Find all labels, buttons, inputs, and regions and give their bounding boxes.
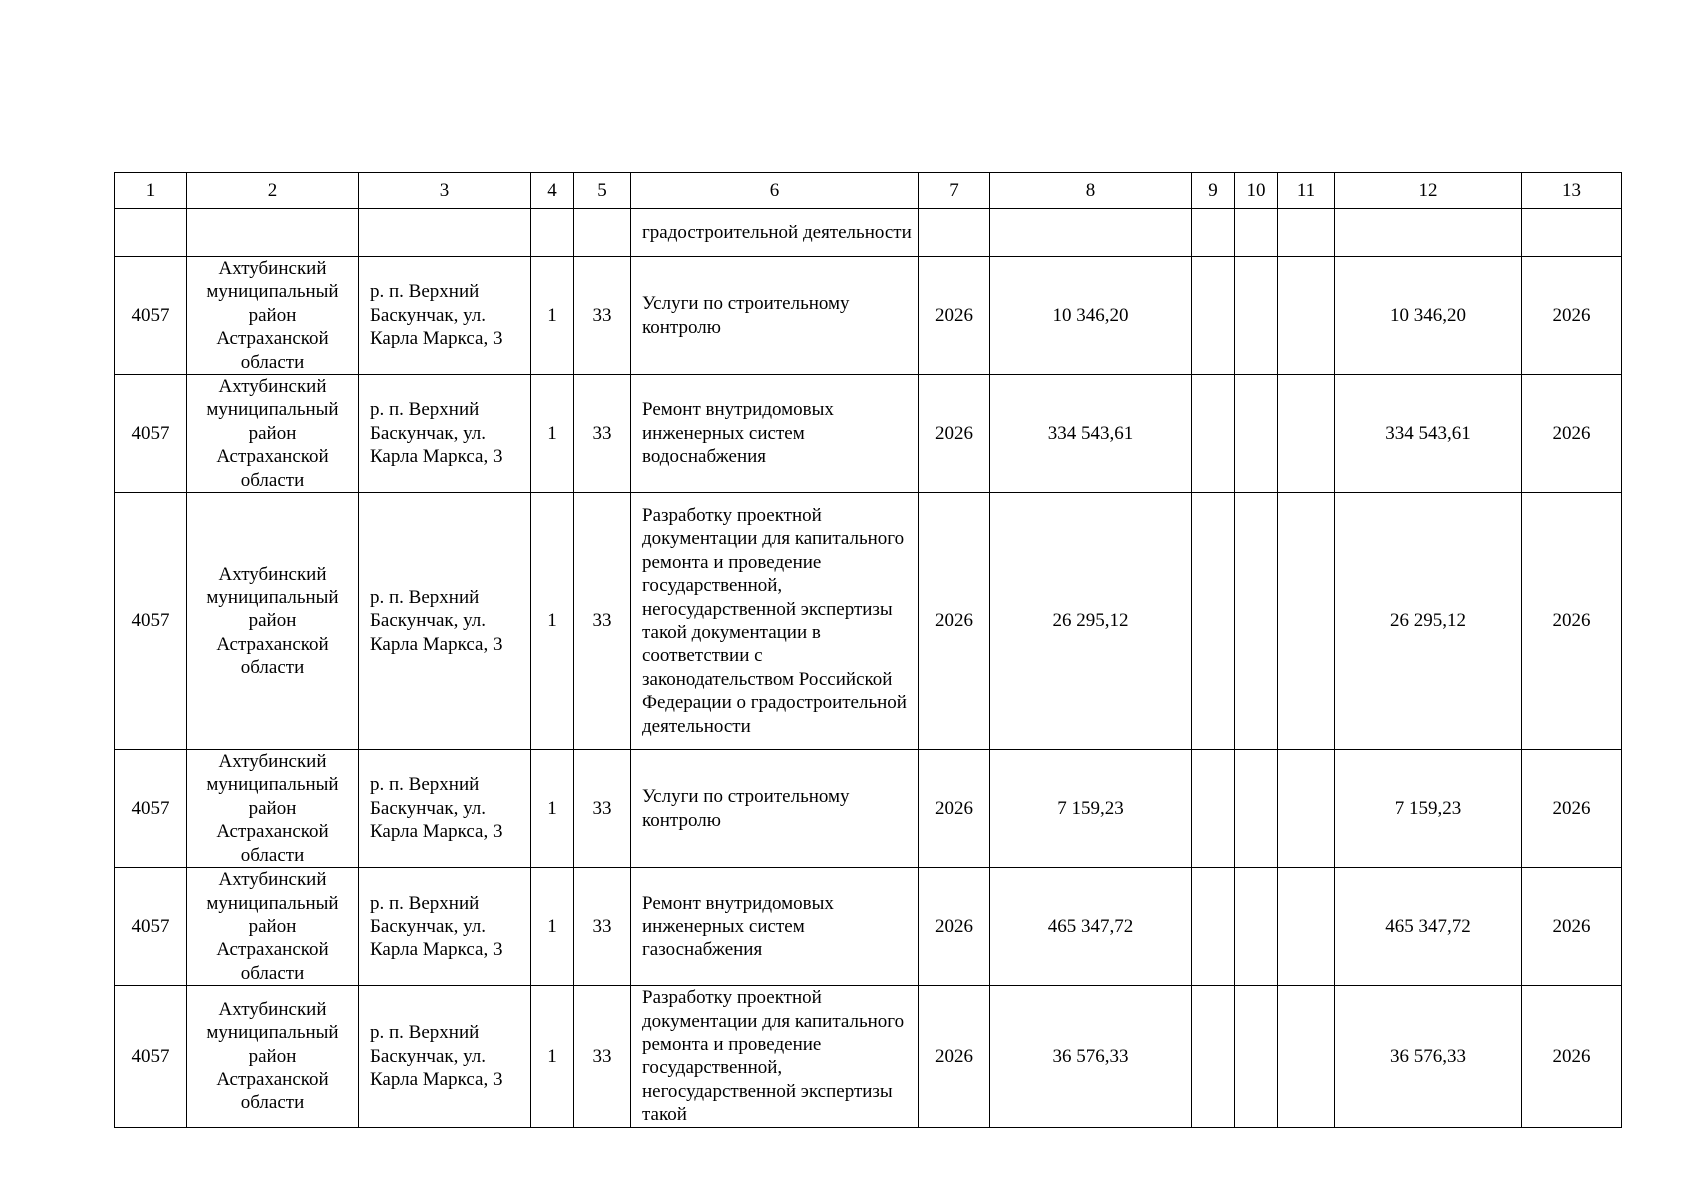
col4-cell: 1 [531, 750, 574, 868]
year-cell: 2026 [919, 375, 990, 493]
col11-cell [1278, 868, 1335, 986]
municipality-cell: Ахтубинский муниципальный район Астраханской области [187, 493, 359, 750]
work-type-cell: Ремонт внутридомовых инженерных систем газоснабжения [631, 868, 919, 986]
col11-cell [1278, 493, 1335, 750]
total-cost-cell: 465 347,72 [990, 868, 1192, 986]
row-number-cell: 4057 [115, 750, 187, 868]
col4-cell: 1 [531, 257, 574, 375]
col5-cell: 33 [574, 750, 631, 868]
header-cell-13: 13 [1522, 173, 1622, 209]
address-cell: р. п. Верхний Баскунчак, ул. Карла Маркса, 3 [359, 257, 531, 375]
end-year-cell [1522, 209, 1622, 257]
row-number-cell: 4057 [115, 868, 187, 986]
work-type-cell: градостроительной деятельности [631, 209, 919, 257]
header-cell-1: 1 [115, 173, 187, 209]
table-row [115, 209, 1622, 257]
end-year-cell: 2026 [1522, 750, 1622, 868]
header-cell-3: 3 [359, 173, 531, 209]
row-number-cell: 4057 [115, 493, 187, 750]
end-year-cell: 2026 [1522, 257, 1622, 375]
header-cell-9: 9 [1192, 173, 1235, 209]
year-cell: 2026 [919, 986, 990, 1127]
funding-cell: 465 347,72 [1335, 868, 1522, 986]
row-number-cell: 4057 [115, 257, 187, 375]
col4-cell: 1 [531, 868, 574, 986]
col10-cell [1235, 375, 1278, 493]
row-number-cell [115, 209, 187, 257]
col9-cell [1192, 868, 1235, 986]
work-type-cell: Разработку проектной документации для капитального ремонта и проведение государственной, негосударственной экспертизы такой документации в соответствии с законодательством Российской Федерации о градостроительной деятельности [631, 493, 919, 750]
col5-cell: 33 [574, 493, 631, 750]
address-cell: р. п. Верхний Баскунчак, ул. Карла Маркса, 3 [359, 986, 531, 1127]
col10-cell [1235, 750, 1278, 868]
header-cell-11: 11 [1278, 173, 1335, 209]
row-number-cell: 4057 [115, 986, 187, 1127]
col10-cell [1235, 257, 1278, 375]
col9-cell [1192, 493, 1235, 750]
year-cell: 2026 [919, 257, 990, 375]
municipality-cell: Ахтубинский муниципальный район Астраханской области [187, 868, 359, 986]
total-cost-cell: 10 346,20 [990, 257, 1192, 375]
table-row [115, 375, 1622, 493]
header-cell-2: 2 [187, 173, 359, 209]
col10-cell [1235, 209, 1278, 257]
table-row [115, 257, 1622, 375]
municipality-cell: Ахтубинский муниципальный район Астраханской области [187, 375, 359, 493]
col11-cell [1278, 750, 1335, 868]
col11-cell [1278, 375, 1335, 493]
row-number-cell: 4057 [115, 375, 187, 493]
funding-cell: 26 295,12 [1335, 493, 1522, 750]
work-type-cell: Услуги по строительному контролю [631, 257, 919, 375]
municipality-cell: Ахтубинский муниципальный район Астраханской области [187, 257, 359, 375]
col10-cell [1235, 986, 1278, 1127]
end-year-cell: 2026 [1522, 493, 1622, 750]
total-cost-cell: 7 159,23 [990, 750, 1192, 868]
year-cell: 2026 [919, 493, 990, 750]
header-cell-10: 10 [1235, 173, 1278, 209]
funding-cell: 36 576,33 [1335, 986, 1522, 1127]
address-cell: р. п. Верхний Баскунчак, ул. Карла Маркса, 3 [359, 750, 531, 868]
end-year-cell: 2026 [1522, 375, 1622, 493]
header-cell-4: 4 [531, 173, 574, 209]
col4-cell [531, 209, 574, 257]
col11-cell [1278, 209, 1335, 257]
col4-cell: 1 [531, 375, 574, 493]
end-year-cell: 2026 [1522, 986, 1622, 1127]
funding-cell: 7 159,23 [1335, 750, 1522, 868]
col5-cell: 33 [574, 375, 631, 493]
col5-cell [574, 209, 631, 257]
col4-cell: 1 [531, 986, 574, 1127]
table-row [115, 868, 1622, 986]
col9-cell [1192, 986, 1235, 1127]
document-table [114, 172, 1622, 1128]
col11-cell [1278, 986, 1335, 1127]
end-year-cell: 2026 [1522, 868, 1622, 986]
address-cell: р. п. Верхний Баскунчак, ул. Карла Маркса, 3 [359, 493, 531, 750]
table-row [115, 986, 1622, 1127]
header-cell-6: 6 [631, 173, 919, 209]
total-cost-cell: 26 295,12 [990, 493, 1192, 750]
col9-cell [1192, 209, 1235, 257]
col9-cell [1192, 375, 1235, 493]
total-cost-cell: 334 543,61 [990, 375, 1192, 493]
header-cell-5: 5 [574, 173, 631, 209]
header-cell-7: 7 [919, 173, 990, 209]
col10-cell [1235, 493, 1278, 750]
year-cell [919, 209, 990, 257]
col4-cell: 1 [531, 493, 574, 750]
table-row [115, 750, 1622, 868]
col10-cell [1235, 868, 1278, 986]
work-type-cell: Услуги по строительному контролю [631, 750, 919, 868]
col11-cell [1278, 257, 1335, 375]
municipality-cell [187, 209, 359, 257]
header-cell-12: 12 [1335, 173, 1522, 209]
col5-cell: 33 [574, 868, 631, 986]
address-cell: р. п. Верхний Баскунчак, ул. Карла Маркса, 3 [359, 375, 531, 493]
col5-cell: 33 [574, 257, 631, 375]
work-type-cell: Ремонт внутридомовых инженерных систем водоснабжения [631, 375, 919, 493]
funding-cell: 10 346,20 [1335, 257, 1522, 375]
municipality-cell: Ахтубинский муниципальный район Астраханской области [187, 986, 359, 1127]
header-cell-8: 8 [990, 173, 1192, 209]
year-cell: 2026 [919, 868, 990, 986]
col9-cell [1192, 257, 1235, 375]
address-cell [359, 209, 531, 257]
total-cost-cell: 36 576,33 [990, 986, 1192, 1127]
total-cost-cell [990, 209, 1192, 257]
funding-cell [1335, 209, 1522, 257]
col9-cell [1192, 750, 1235, 868]
work-type-cell: Разработку проектной документации для капитального ремонта и проведение государственной, негосударственной экспертизы такой [631, 986, 919, 1127]
municipality-cell: Ахтубинский муниципальный район Астраханской области [187, 750, 359, 868]
col5-cell: 33 [574, 986, 631, 1127]
table-row [115, 493, 1622, 750]
funding-cell: 334 543,61 [1335, 375, 1522, 493]
year-cell: 2026 [919, 750, 990, 868]
header-row [115, 173, 1622, 209]
address-cell: р. п. Верхний Баскунчак, ул. Карла Маркса, 3 [359, 868, 531, 986]
